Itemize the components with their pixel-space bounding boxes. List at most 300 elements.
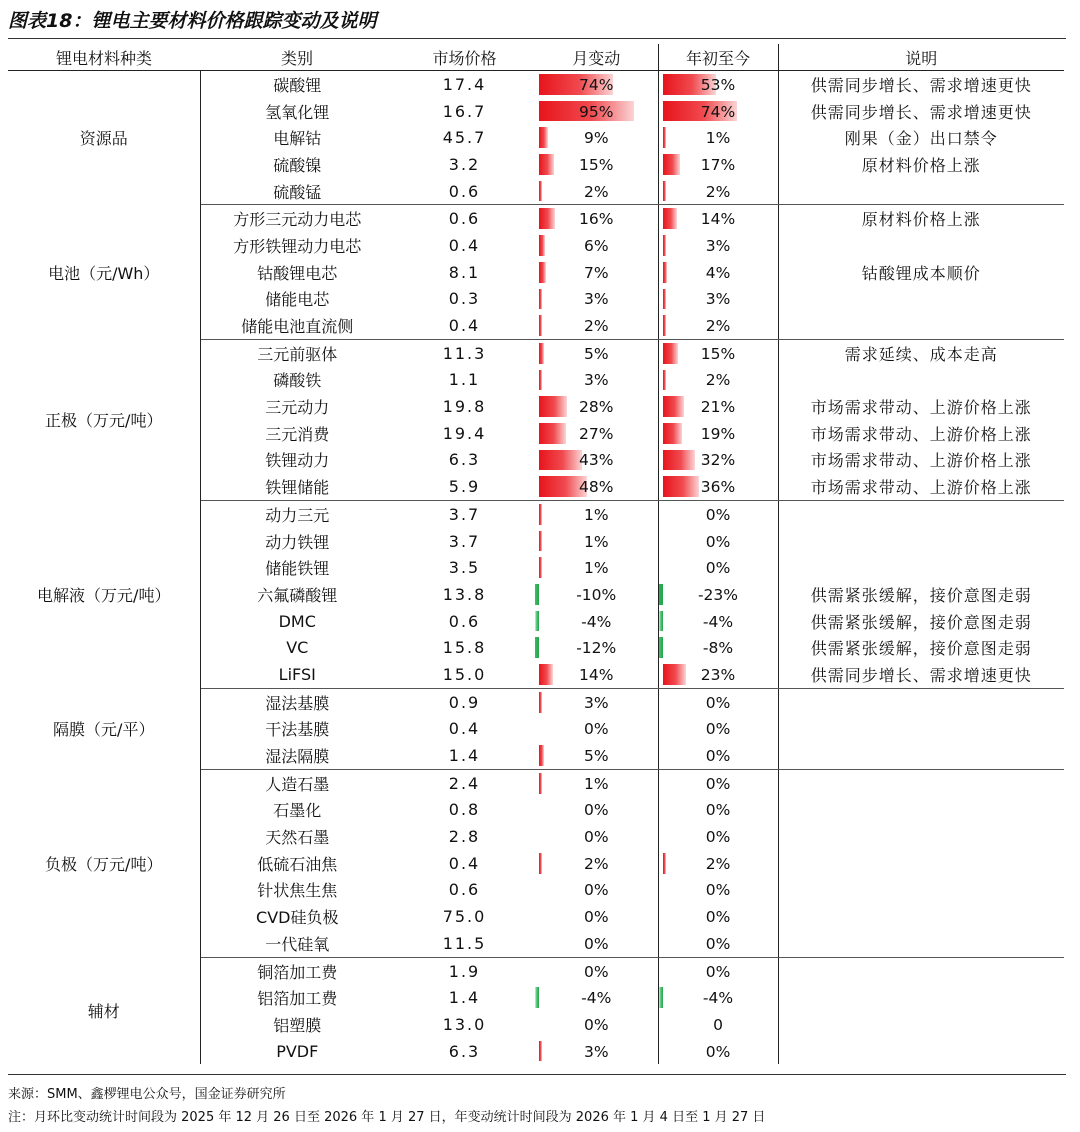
ytd-change-cell xyxy=(658,957,778,984)
monthly-change-cell xyxy=(535,823,658,850)
price-cell: 1.9 xyxy=(448,961,481,981)
price-cell: 0.9 xyxy=(448,692,481,712)
monthly-change-value: 15% xyxy=(579,155,614,174)
category-cell: 正极（万元/吨） xyxy=(8,339,200,500)
price-cell: 6.3 xyxy=(448,1041,481,1061)
ytd-change-cell xyxy=(658,205,778,232)
material-name-cell: 电解钴 xyxy=(273,129,322,149)
note-cell: 供需同步增长、需求增速更快 xyxy=(810,102,1032,122)
price-cell: 0.6 xyxy=(448,209,481,229)
ytd-change-bar xyxy=(663,450,695,471)
price-cell: 6.3 xyxy=(448,450,481,470)
material-name-cell: 铁锂动力 xyxy=(265,451,330,471)
ytd-change-value: -8% xyxy=(702,639,734,658)
ytd-change-cell xyxy=(658,501,778,528)
material-name-cell: 动力三元 xyxy=(265,505,330,525)
monthly-change-cell xyxy=(535,877,658,904)
ytd-change-value: 32% xyxy=(700,451,736,470)
footnote: 注：月环比变动统计时间段为 2025 年 12 月 26 日至 2026 年 1 月 27 日，年变动统计时间段为 2026 年 1 月 4 日至 1 月 27 日 xyxy=(8,1110,766,1125)
note-cell xyxy=(778,742,1064,769)
table-row xyxy=(8,957,1064,984)
note-cell xyxy=(778,286,1064,313)
note-cell xyxy=(778,797,1064,824)
material-name-cell: 氢氧化锂 xyxy=(265,102,330,122)
note-cell xyxy=(778,877,1064,904)
ytd-change-value: 3% xyxy=(705,290,731,309)
monthly-change-cell xyxy=(535,984,658,1011)
note-cell: 市场需求带动、上游价格上涨 xyxy=(810,424,1032,444)
price-cell: 3.7 xyxy=(448,531,481,551)
price-cell: 0.8 xyxy=(448,800,481,820)
monthly-change-cell xyxy=(535,124,658,151)
price-cell: 2.8 xyxy=(448,827,481,847)
ytd-change-value: 0 xyxy=(713,1015,723,1034)
note-cell: 供需紧张缓解，接价意图走弱 xyxy=(810,612,1032,632)
price-cell: 15.0 xyxy=(394,661,535,688)
ytd-change-cell xyxy=(658,420,778,447)
monthly-change-value: 74% xyxy=(579,75,614,94)
ytd-change-value: 2% xyxy=(705,371,731,390)
monthly-change-bar xyxy=(539,745,544,766)
material-name-cell: 石墨化 xyxy=(273,801,322,821)
note-cell xyxy=(778,957,1064,984)
monthly-change-bar xyxy=(539,531,542,552)
ytd-change-bar xyxy=(663,853,666,874)
ytd-change-cell xyxy=(658,1038,778,1065)
material-name-cell: 碳酸锂 xyxy=(273,75,322,95)
ytd-change-value: 15% xyxy=(700,344,736,363)
monthly-change-bar xyxy=(539,504,542,525)
ytd-change-value: 0% xyxy=(705,1042,731,1061)
ytd-change-value: 74% xyxy=(700,102,736,121)
ytd-change-bar xyxy=(658,584,663,605)
ytd-change-value: -23% xyxy=(697,585,739,604)
price-cell: 19.8 xyxy=(442,397,487,417)
category-cell: 隔膜（元/平） xyxy=(8,688,200,769)
monthly-change-cell xyxy=(535,473,658,500)
ytd-change-value: 0% xyxy=(705,908,731,927)
ytd-change-bar xyxy=(663,396,684,417)
monthly-change-bar xyxy=(539,370,542,391)
ytd-change-bar xyxy=(663,343,678,364)
note-cell: 市场需求带动、上游价格上涨 xyxy=(810,398,1032,418)
monthly-change-value: 9% xyxy=(583,129,609,148)
ytd-change-cell xyxy=(658,742,778,769)
monthly-change-bar xyxy=(539,664,553,685)
title-divider xyxy=(8,38,1066,39)
ytd-change-cell xyxy=(658,688,778,715)
ytd-change-cell xyxy=(658,98,778,125)
price-cell: 8.1 xyxy=(448,262,481,282)
monthly-change-value: -4% xyxy=(581,989,612,1008)
price-cell: 0.6 xyxy=(448,880,481,900)
monthly-change-value: 3% xyxy=(583,693,609,712)
note-cell xyxy=(778,688,1064,715)
header-category: 锂电材料种类 xyxy=(8,44,200,71)
monthly-change-cell xyxy=(535,528,658,555)
monthly-change-value: 0% xyxy=(583,1015,609,1034)
monthly-change-value: 0% xyxy=(583,828,609,847)
monthly-change-value: 14% xyxy=(579,665,614,684)
note-cell xyxy=(778,312,1064,339)
material-name-cell: 硫酸锰 xyxy=(200,178,394,205)
monthly-change-bar xyxy=(539,1041,542,1062)
monthly-change-bar xyxy=(539,127,548,148)
ytd-change-value: 0% xyxy=(705,693,731,712)
ytd-change-bar xyxy=(663,664,686,685)
note-cell xyxy=(778,554,1064,581)
material-name-cell: LiFSI xyxy=(200,661,394,688)
ytd-change-value: 3% xyxy=(705,236,731,255)
price-cell: 1.4 xyxy=(448,988,481,1008)
price-cell: 75.0 xyxy=(442,907,487,927)
material-name-cell: PVDF xyxy=(276,1041,319,1061)
monthly-change-bar xyxy=(539,423,566,444)
note-cell: 市场需求带动、上游价格上涨 xyxy=(810,451,1032,471)
price-cell: 3.5 xyxy=(448,558,481,578)
table-row xyxy=(8,501,1064,528)
monthly-change-bar xyxy=(535,987,539,1008)
note-cell xyxy=(778,528,1064,555)
price-cell: 16.7 xyxy=(442,101,487,121)
header-ytd: 年初至今 xyxy=(658,44,778,71)
monthly-change-cell xyxy=(535,688,658,715)
note-cell: 原材料价格上涨 xyxy=(861,155,981,175)
material-name-cell: 人造石墨 xyxy=(265,774,330,794)
monthly-change-value: 0% xyxy=(583,962,609,981)
price-cell: 5.9 xyxy=(394,473,535,500)
monthly-change-value: 0% xyxy=(583,720,609,739)
monthly-change-value: 1% xyxy=(583,774,609,793)
ytd-change-value: 36% xyxy=(700,478,736,497)
material-name-cell: 磷酸铁 xyxy=(273,371,322,391)
note-cell xyxy=(778,501,1064,528)
monthly-change-value: 3% xyxy=(583,290,609,309)
note-cell xyxy=(778,178,1064,205)
ytd-change-cell xyxy=(658,151,778,178)
monthly-change-bar xyxy=(539,262,546,283)
monthly-change-bar xyxy=(539,396,567,417)
price-cell: 19.4 xyxy=(442,423,487,443)
price-cell: 15.8 xyxy=(442,638,487,658)
ytd-change-cell xyxy=(658,339,778,366)
monthly-change-value: 0% xyxy=(583,881,609,900)
material-name-cell: 动力铁锂 xyxy=(265,532,330,552)
ytd-change-cell xyxy=(658,903,778,930)
monthly-change-value: 1% xyxy=(583,505,609,524)
monthly-change-value: 48% xyxy=(579,478,614,497)
ytd-change-cell xyxy=(658,823,778,850)
monthly-change-bar xyxy=(539,154,554,175)
monthly-change-cell xyxy=(535,581,658,608)
ytd-change-cell xyxy=(658,286,778,313)
ytd-change-bar xyxy=(663,423,682,444)
monthly-change-value: 0% xyxy=(583,908,609,927)
monthly-change-value: 3% xyxy=(583,1042,609,1061)
monthly-change-bar xyxy=(539,450,582,471)
note-cell xyxy=(778,367,1064,394)
monthly-change-bar xyxy=(539,343,544,364)
material-name-cell: 干法基膜 xyxy=(265,720,330,740)
ytd-change-value: 14% xyxy=(700,210,736,229)
monthly-change-value: 1% xyxy=(583,532,609,551)
monthly-change-value: 5% xyxy=(583,344,609,363)
table-row xyxy=(8,769,1064,796)
monthly-change-cell xyxy=(535,98,658,125)
price-cell: 0.4 xyxy=(448,853,481,873)
header-price: 市场价格 xyxy=(394,44,535,71)
monthly-change-cell xyxy=(535,957,658,984)
note-cell xyxy=(778,1038,1064,1065)
monthly-change-value: 95% xyxy=(579,102,614,121)
material-name-cell: 针状焦生焦 xyxy=(257,881,338,901)
note-cell xyxy=(778,823,1064,850)
ytd-change-bar xyxy=(659,611,663,632)
price-cell: 1.1 xyxy=(448,370,481,390)
monthly-change-value: 6% xyxy=(583,236,609,255)
monthly-change-value: 5% xyxy=(583,747,609,766)
ytd-change-cell xyxy=(658,528,778,555)
monthly-change-cell xyxy=(535,420,658,447)
monthly-change-value: 1% xyxy=(583,559,609,578)
price-cell: 13.8 xyxy=(442,584,487,604)
price-cell: 0.4 xyxy=(448,719,481,739)
note-cell xyxy=(778,1011,1064,1038)
monthly-change-bar xyxy=(539,289,542,310)
material-name-cell: 方形铁锂动力电芯 xyxy=(233,236,362,256)
monthly-change-cell xyxy=(535,178,658,205)
monthly-change-cell xyxy=(535,286,658,313)
monthly-change-cell xyxy=(535,447,658,474)
category-cell: 电解液（万元/吨） xyxy=(8,501,200,689)
ytd-change-value: 53% xyxy=(700,75,736,94)
monthly-change-bar xyxy=(539,773,542,794)
price-cell: 3.7 xyxy=(448,504,481,524)
header-name: 类别 xyxy=(200,44,394,71)
material-name-cell: 铜箔加工费 xyxy=(257,962,338,982)
ytd-change-value: 0% xyxy=(705,934,731,953)
monthly-change-bar xyxy=(539,235,545,256)
monthly-change-cell xyxy=(535,501,658,528)
note-cell xyxy=(778,903,1064,930)
ytd-change-value: 4% xyxy=(705,263,731,282)
category-cell: 辅材 xyxy=(8,957,200,1064)
ytd-change-value: 2% xyxy=(705,317,731,336)
material-name-cell: 铝塑膜 xyxy=(273,1015,322,1035)
monthly-change-value: 2% xyxy=(583,182,609,201)
header-note: 说明 xyxy=(778,44,1064,71)
monthly-change-bar xyxy=(539,208,555,229)
ytd-change-cell xyxy=(658,1011,778,1038)
monthly-change-cell xyxy=(535,930,658,957)
price-cell: 0.4 xyxy=(394,312,535,339)
ytd-change-cell xyxy=(658,769,778,796)
ytd-change-value: 0% xyxy=(705,747,731,766)
monthly-change-bar xyxy=(535,611,539,632)
table-row xyxy=(8,339,1064,366)
monthly-change-value: 28% xyxy=(579,398,614,417)
price-tracking-table xyxy=(8,44,1064,1064)
monthly-change-value: 2% xyxy=(583,854,609,873)
monthly-change-value: 0% xyxy=(583,934,609,953)
ytd-change-cell xyxy=(658,554,778,581)
material-name-cell: 硫酸镍 xyxy=(273,155,322,175)
ytd-change-value: -4% xyxy=(702,989,734,1008)
note-cell xyxy=(778,769,1064,796)
monthly-change-bar xyxy=(535,637,539,658)
ytd-change-value: -4% xyxy=(702,612,734,631)
material-name-cell: 储能电池直流侧 xyxy=(200,312,394,339)
ytd-change-value: 1% xyxy=(705,129,731,148)
monthly-change-value: 2% xyxy=(583,317,609,336)
ytd-change-bar xyxy=(663,208,677,229)
monthly-change-value: 27% xyxy=(579,424,614,443)
ytd-change-bar xyxy=(663,235,666,256)
price-cell: 45.7 xyxy=(442,128,487,148)
monthly-change-bar xyxy=(539,853,542,874)
ytd-change-value: 19% xyxy=(700,424,736,443)
ytd-change-value: 0% xyxy=(705,828,731,847)
monthly-change-value: 43% xyxy=(579,451,614,470)
material-name-cell: 低硫石油焦 xyxy=(257,854,338,874)
note-cell: 供需同步增长、需求增速更快 xyxy=(810,75,1032,95)
ytd-change-value: 0% xyxy=(705,881,731,900)
monthly-change-cell xyxy=(535,850,658,877)
note-cell xyxy=(778,716,1064,743)
ytd-change-bar xyxy=(663,476,699,497)
monthly-change-value: 0% xyxy=(583,801,609,820)
monthly-change-cell xyxy=(535,797,658,824)
price-cell: 3.2 xyxy=(448,154,481,174)
ytd-change-cell xyxy=(658,447,778,474)
header-mom: 月变动 xyxy=(535,44,658,71)
note-cell xyxy=(778,930,1064,957)
ytd-change-cell xyxy=(658,581,778,608)
monthly-change-cell xyxy=(535,661,658,688)
material-name-cell: 三元消费 xyxy=(265,424,330,444)
note-cell: 供需同步增长、需求增速更快 xyxy=(778,661,1064,688)
price-cell: 1.4 xyxy=(394,742,535,769)
monthly-change-bar xyxy=(535,584,539,605)
ytd-change-cell xyxy=(658,473,778,500)
monthly-change-cell xyxy=(535,742,658,769)
monthly-change-cell xyxy=(535,205,658,232)
material-name-cell: DMC xyxy=(278,611,316,631)
ytd-change-bar xyxy=(659,987,663,1008)
category-cell: 电池（元/Wh） xyxy=(8,205,200,339)
ytd-change-bar xyxy=(658,637,663,658)
material-name-cell: 天然石墨 xyxy=(265,828,330,848)
ytd-change-value: 21% xyxy=(700,398,736,417)
ytd-change-cell xyxy=(658,259,778,286)
material-name-cell: 湿法隔膜 xyxy=(200,742,394,769)
price-cell: 0.4 xyxy=(448,235,481,255)
monthly-change-bar xyxy=(539,557,542,578)
source-note: 来源：SMM、鑫椤锂电公众号，国金证券研究所 xyxy=(8,1087,286,1102)
material-name-cell: 储能铁锂 xyxy=(265,559,330,579)
note-cell: 市场需求带动、上游价格上涨 xyxy=(778,473,1064,500)
monthly-change-cell xyxy=(535,1038,658,1065)
ytd-change-cell xyxy=(658,71,778,98)
monthly-change-cell xyxy=(535,634,658,661)
price-cell: 13.0 xyxy=(442,1014,487,1034)
price-cell: 17.4 xyxy=(442,74,487,94)
ytd-change-value: 17% xyxy=(700,155,736,174)
ytd-change-cell xyxy=(658,608,778,635)
monthly-change-cell xyxy=(535,608,658,635)
ytd-change-cell xyxy=(658,984,778,1011)
price-cell: 11.5 xyxy=(394,930,535,957)
ytd-change-cell xyxy=(658,124,778,151)
material-name-cell: 一代硅氧 xyxy=(200,930,394,957)
ytd-change-bar xyxy=(663,315,666,336)
ytd-change-value: 0% xyxy=(705,505,731,524)
note-cell xyxy=(778,232,1064,259)
table-row xyxy=(8,205,1064,232)
ytd-change-cell xyxy=(658,716,778,743)
ytd-change-cell xyxy=(658,393,778,420)
material-name-cell: 六氟磷酸锂 xyxy=(257,585,338,605)
monthly-change-value: 3% xyxy=(583,371,609,390)
ytd-change-bar xyxy=(663,127,666,148)
ytd-change-cell xyxy=(658,367,778,394)
ytd-change-bar xyxy=(663,262,667,283)
monthly-change-cell xyxy=(535,1011,658,1038)
ytd-change-bar xyxy=(663,181,666,202)
ytd-change-cell xyxy=(658,797,778,824)
monthly-change-cell xyxy=(535,367,658,394)
ytd-change-bar xyxy=(663,370,666,391)
price-cell: 0.6 xyxy=(448,611,481,631)
monthly-change-bar xyxy=(539,692,542,713)
material-name-cell: 钴酸锂电芯 xyxy=(257,263,338,283)
material-name-cell: 方形三元动力电芯 xyxy=(233,210,362,230)
note-cell: 原材料价格上涨 xyxy=(861,210,981,230)
price-cell: 0.3 xyxy=(448,289,481,309)
monthly-change-value: -10% xyxy=(576,585,617,604)
material-name-cell: 储能电芯 xyxy=(265,290,330,310)
ytd-change-cell xyxy=(658,930,778,957)
monthly-change-cell xyxy=(535,339,658,366)
note-cell: 钴酸锂成本顺价 xyxy=(861,263,981,283)
ytd-change-bar xyxy=(663,289,666,310)
table-row xyxy=(8,688,1064,715)
ytd-change-value: 0% xyxy=(705,532,731,551)
ytd-change-cell xyxy=(658,634,778,661)
ytd-change-value: 2% xyxy=(705,854,731,873)
material-name-cell: 湿法基膜 xyxy=(265,693,330,713)
ytd-change-cell xyxy=(658,312,778,339)
ytd-change-cell xyxy=(658,232,778,259)
material-name-cell: CVD硅负极 xyxy=(256,908,339,928)
figure-title: 图表18：锂电主要材料价格跟踪变动及说明 xyxy=(8,10,377,32)
ytd-change-value: 23% xyxy=(700,665,736,684)
price-cell: 0.6 xyxy=(394,178,535,205)
material-name-cell: 铁锂储能 xyxy=(200,473,394,500)
monthly-change-cell xyxy=(535,151,658,178)
monthly-change-cell xyxy=(535,903,658,930)
monthly-change-cell xyxy=(535,554,658,581)
monthly-change-cell xyxy=(535,259,658,286)
ytd-change-value: 0% xyxy=(705,962,731,981)
material-name-cell: 三元前驱体 xyxy=(257,344,338,364)
table-row xyxy=(8,71,1064,98)
note-cell: 供需紧张缓解，接价意图走弱 xyxy=(810,585,1032,605)
price-cell: 2.4 xyxy=(448,773,481,793)
table-body xyxy=(8,71,1064,1065)
material-name-cell: 三元动力 xyxy=(265,398,330,418)
ytd-change-cell xyxy=(658,850,778,877)
